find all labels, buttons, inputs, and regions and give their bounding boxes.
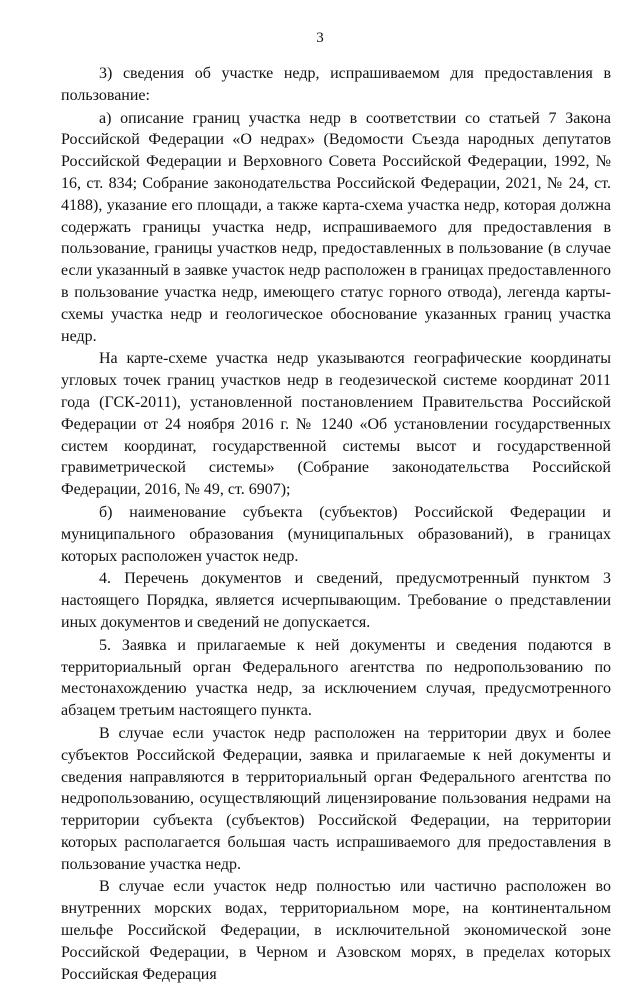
- paragraph-subitem-b-region: б) наименование субъекта (субъектов) Российской Федерации и муниципального образования (муниципальных образований), в границах которых расположен участок недр.: [61, 503, 611, 565]
- paragraph-marine-waters: В случае если участок недр полностью или частично расположен во внутренних морских водах, территориальном море, на континентальном шельфе Российской Федерации, в исключительной экономической зоне Российской Федерации, в Черном и Азовском морях, в пределах которых Российская Федерация: [61, 878, 611, 983]
- paragraph-map-coordinates: На карте-схеме участка недр указываются географические координаты угловых точек границ участков недр в геодезической системе координат 2011 года (ГСК-2011), установленной постановлением Правительства Российской Федерации от 24 ноября 2016 г. № 1240 «Об установлении государственных систем координат, государственной системы высот и государственной гравиметрической системы» (Собрание законодательства Российской Федерации, 2016, № 49, ст. 6907);: [61, 350, 611, 499]
- paragraph-subitem-a-boundaries: а) описание границ участка недр в соответствии со статьей 7 Закона Российской Федерации «О недрах» (Ведомости Съезда народных депутатов Российской Федерации и Верховного Совета Российской Федерации, 1992, № 16, ст. 834; Собрание законодательства Российской Федерации, 2021, № 24, ст. 4188), указание его площади, а также карта-схема участка недр, которая должна содержать границы участка недр, испрашиваемого для предоставления в пользование, границы участков недр, предоставленных в пользование (в случае если указанный в заявке участок недр расположен в границах предоставленного в пользование участка недр, имеющего статус горного отвода), легенда карты-схемы участка недр и геологическое обоснование указанных границ участка недр.: [61, 109, 611, 345]
- document-body: [61, 63, 611, 985]
- paragraph-item-4-document-list: 4. Перечень документов и сведений, предусмотренный пунктом 3 настоящего Порядка, является исчерпывающим. Требование о представлении иных документов и сведений не допускается.: [61, 570, 611, 631]
- paragraph-item-3-info: 3) сведения об участке недр, испрашиваемом для предоставления в пользование:: [61, 65, 611, 104]
- page-number: 3: [316, 30, 324, 46]
- paragraph-item-5-submission: 5. Заявка и прилагаемые к ней документы и сведения подаются в территориальный орган Федерального агентства по недропользованию по местонахождению участка недр, за исключением случая, предусмотренного абзацем третьим настоящего пункта.: [61, 636, 611, 720]
- paragraph-multiple-regions: В случае если участок недр расположен на территории двух и более субъектов Российской Федерации, заявка и прилагаемые к ней документы и сведения направляются в территориальный орган Федерального агентства по недропользованию, осуществляющий лицензирование пользования недрами на территории субъекта (субъектов) Российской Федерации, на территории которых располагается большая часть испрашиваемого для предоставления в пользование участка недр.: [61, 724, 611, 873]
